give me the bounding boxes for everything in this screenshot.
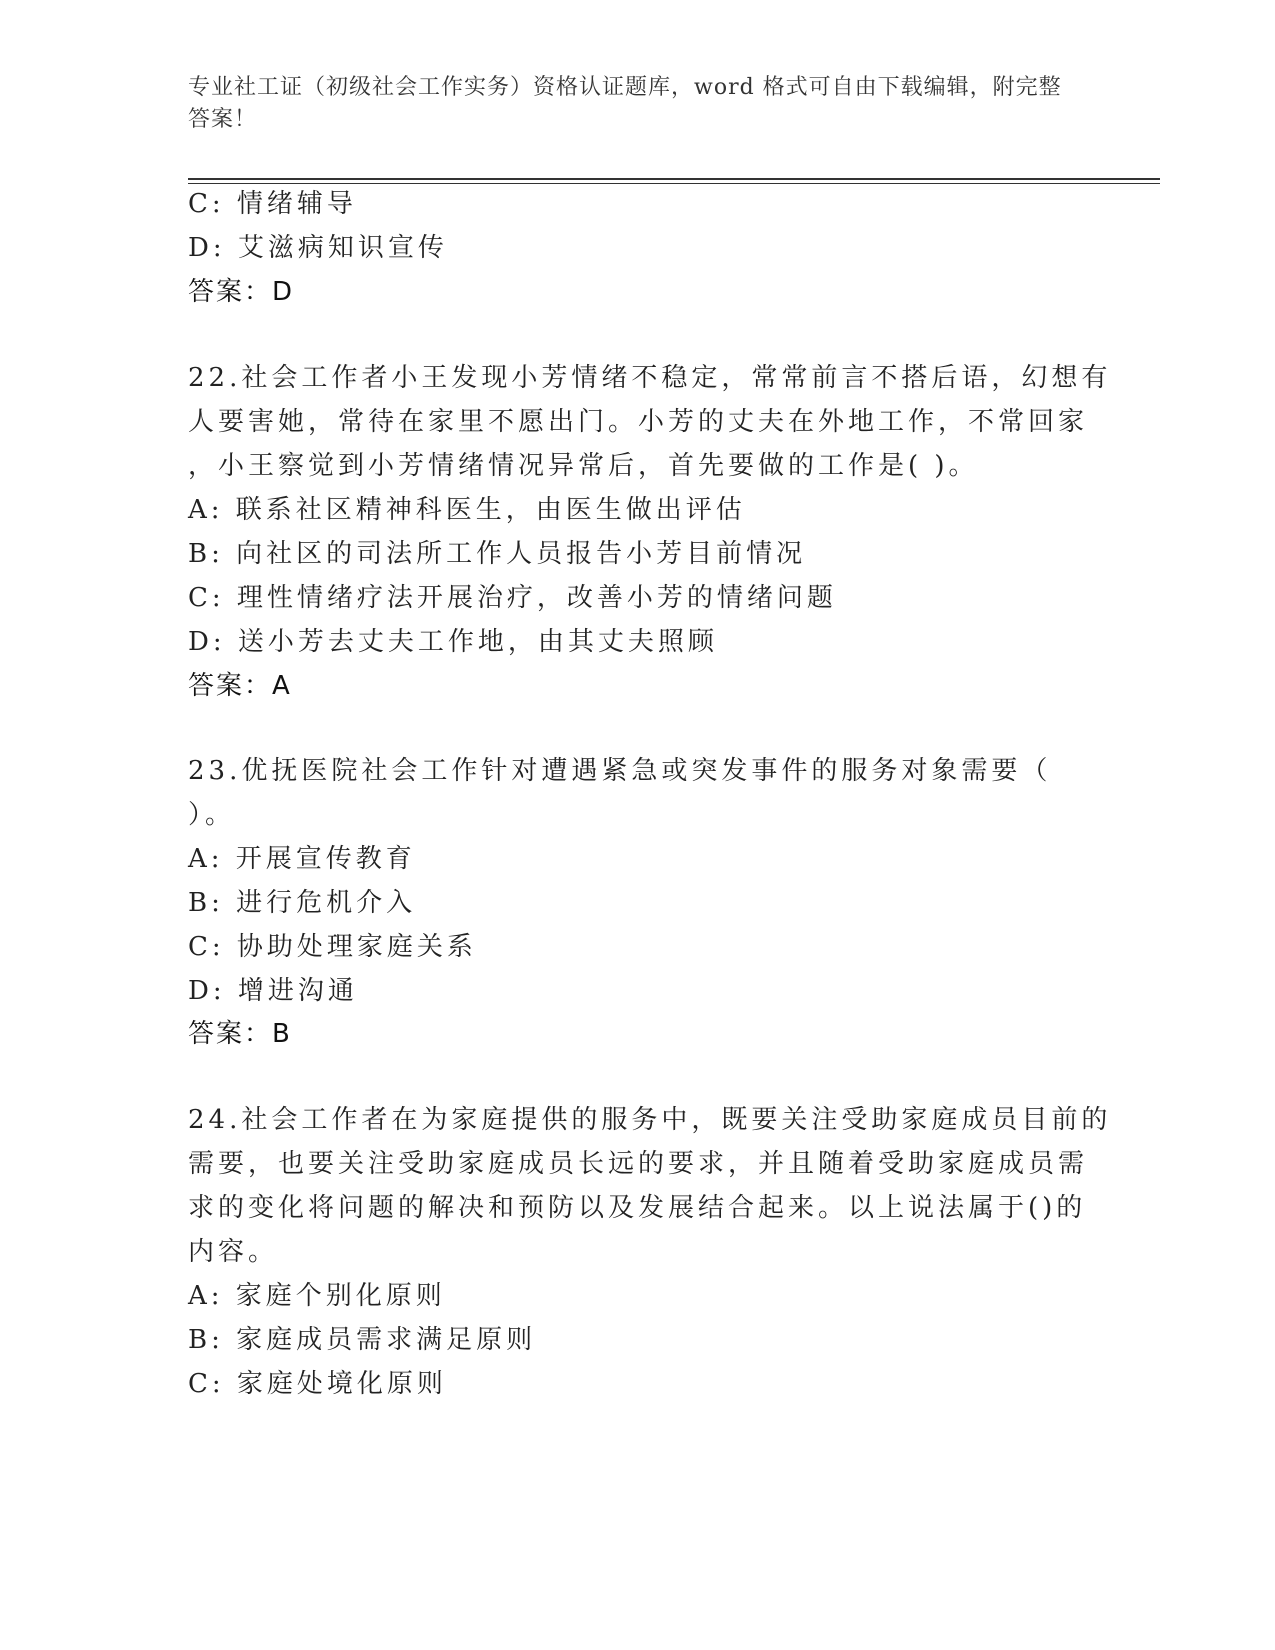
option-c: C: 情绪辅导 [188,189,357,219]
option-b: B: 向社区的司法所工作人员报告小芳目前情况 [188,539,807,569]
question-stem-line: ）。 [188,800,236,830]
page-header: 专业社工证（初级社会工作实务）资格认证题库，word 格式可自由下载编辑，附完整答案！ [188,75,1062,132]
option-a: A: 家庭个别化原则 [188,1281,446,1311]
option-a: A: 开展宣传教育 [188,844,416,874]
header-rule-top [188,178,1160,180]
answer-label: 答案：B [188,1019,292,1049]
question-stem-line: 22.社会工作者小王发现小芳情绪不稳定，常常前言不搭后语，幻想有 [188,363,1112,393]
option-d: D: 送小芳去丈夫工作地，由其丈夫照顾 [188,627,718,657]
question-stem-line: 23.优抚医院社会工作针对遭遇紧急或突发事件的服务对象需要（ [188,756,1052,786]
answer-label: 答案：D [188,277,295,307]
option-d: D: 艾滋病知识宣传 [188,233,448,263]
option-b: B: 进行危机介入 [188,888,417,918]
option-a: A: 联系社区精神科医生，由医生做出评估 [188,495,746,525]
option-d: D: 增进沟通 [188,976,358,1006]
question-stem-line: 求的变化将问题的解决和预防以及发展结合起来。以上说法属于()的 [188,1193,1087,1223]
question-stem-line: 内容。 [188,1237,279,1267]
option-c: C: 协助处理家庭关系 [188,932,477,962]
question-stem-line: ，小王察觉到小芳情绪情况异常后，首先要做的工作是( )。 [188,451,979,481]
option-c: C: 家庭处境化原则 [188,1369,447,1399]
option-b: B: 家庭成员需求满足原则 [188,1325,537,1355]
question-stem-line: 24.社会工作者在为家庭提供的服务中，既要关注受助家庭成员目前的 [188,1105,1112,1135]
question-stem-line: 人要害她，常待在家里不愿出门。小芳的丈夫在外地工作，不常回家 [188,407,1089,437]
question-stem-line: 需要，也要关注受助家庭成员长远的要求，并且随着受助家庭成员需 [188,1149,1089,1179]
option-c: C: 理性情绪疗法开展治疗，改善小芳的情绪问题 [188,583,837,613]
answer-label: 答案：A [188,671,292,701]
